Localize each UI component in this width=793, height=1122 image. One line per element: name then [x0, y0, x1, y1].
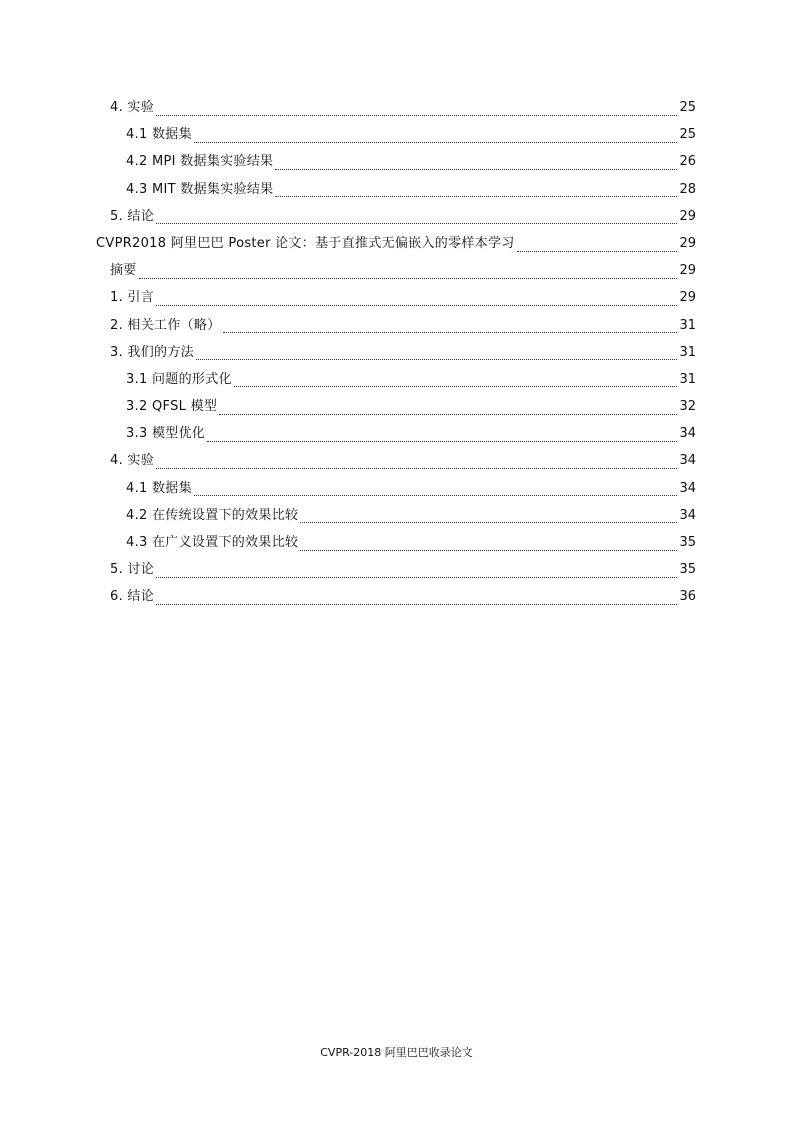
toc-dot-leader — [196, 358, 678, 360]
toc-dot-leader — [156, 222, 677, 224]
toc-dot-leader — [300, 549, 677, 551]
toc-entry[interactable] — [96, 393, 696, 420]
toc-dot-leader — [234, 385, 678, 387]
toc-entry[interactable] — [96, 366, 696, 393]
toc-entry-page-number: 35 — [679, 535, 696, 550]
toc-entry-title: 6. 结论 — [110, 589, 155, 605]
toc-entry-page-number: 25 — [679, 127, 696, 143]
toc-entry[interactable] — [96, 148, 696, 175]
toc-entry[interactable] — [96, 203, 696, 230]
toc-entry-title: 2. 相关工作（略） — [110, 317, 221, 333]
toc-entry[interactable] — [96, 339, 696, 366]
toc-entry-title: 4.3 在广义设置下的效果比较 — [126, 535, 299, 550]
toc-dot-leader — [300, 521, 677, 523]
toc-entry-title: 4.2 MPI 数据集实验结果 — [126, 154, 274, 170]
toc-dot-leader — [219, 413, 677, 415]
toc-dot-leader — [156, 304, 677, 306]
toc-entry-page-number: 29 — [679, 235, 696, 251]
toc-entry[interactable] — [96, 176, 696, 203]
toc-entry-page-number: 34 — [679, 426, 696, 442]
toc-dot-leader — [275, 168, 677, 170]
toc-dot-leader — [156, 467, 677, 469]
toc-entry-page-number: 34 — [679, 453, 696, 469]
toc-entry-title: 4.2 在传统设置下的效果比较 — [126, 507, 299, 523]
toc-dot-leader — [156, 603, 677, 605]
toc-entry[interactable] — [96, 583, 696, 610]
toc-entry[interactable] — [96, 502, 696, 529]
toc-dot-leader — [275, 195, 677, 197]
toc-entry-page-number: 31 — [679, 344, 696, 360]
toc-entry[interactable] — [96, 257, 696, 284]
toc-entry[interactable] — [96, 121, 696, 148]
toc-entry-title: 3. 我们的方法 — [110, 344, 194, 360]
toc-dot-leader — [223, 331, 678, 333]
table-of-contents — [96, 94, 696, 611]
toc-entry-title: CVPR2018 阿里巴巴 Poster 论文：基于直推式无偏嵌入的零样本学习 — [96, 235, 515, 251]
toc-entry-page-number: 32 — [679, 399, 696, 415]
toc-entry-page-number: 26 — [679, 154, 696, 170]
toc-entry-title: 4.1 数据集 — [126, 480, 192, 496]
toc-dot-leader — [139, 277, 678, 279]
toc-entry-page-number: 31 — [679, 317, 696, 333]
toc-dot-leader — [156, 576, 677, 578]
toc-entry[interactable] — [96, 556, 696, 583]
toc-dot-leader — [156, 114, 677, 116]
page-footer: CVPR-2018 阿里巴巴收录论文 — [320, 1046, 473, 1059]
toc-entry-title: 1. 引言 — [110, 290, 155, 306]
toc-entry-page-number: 29 — [679, 208, 696, 224]
toc-entry-title: 4.3 MIT 数据集实验结果 — [126, 181, 274, 197]
toc-dot-leader — [194, 141, 678, 143]
toc-entry[interactable] — [96, 529, 696, 556]
toc-entry-title: 4. 实验 — [110, 100, 155, 115]
toc-entry-title: 摘要 — [110, 263, 137, 279]
toc-entry[interactable] — [96, 312, 696, 339]
toc-entry-page-number: 34 — [679, 480, 696, 496]
toc-entry[interactable] — [96, 447, 696, 474]
toc-entry-page-number: 29 — [679, 263, 696, 279]
toc-dot-leader — [207, 440, 677, 442]
toc-entry-page-number: 35 — [679, 562, 696, 578]
toc-entry[interactable] — [96, 420, 696, 447]
toc-entry[interactable] — [96, 284, 696, 311]
toc-entry-title: 4.1 数据集 — [126, 127, 192, 143]
toc-dot-leader — [517, 250, 678, 252]
toc-entry-page-number: 34 — [679, 507, 696, 523]
toc-entry-title: 3.1 问题的形式化 — [126, 371, 232, 387]
toc-entry-title: 5. 讨论 — [110, 562, 155, 578]
toc-entry-title: 3.2 QFSL 模型 — [126, 399, 218, 415]
toc-entry[interactable] — [96, 475, 696, 502]
toc-entry-title: 4. 实验 — [110, 453, 155, 469]
toc-entry-page-number: 31 — [679, 371, 696, 387]
toc-entry-page-number: 36 — [679, 589, 696, 605]
toc-entry-title: 5. 结论 — [110, 208, 155, 224]
toc-dot-leader — [194, 494, 678, 496]
toc-entry-title: 3.3 模型优化 — [126, 426, 206, 442]
toc-entry[interactable] — [96, 230, 696, 257]
toc-entry-page-number: 25 — [679, 100, 696, 115]
toc-entry-page-number: 28 — [679, 181, 696, 197]
toc-entry[interactable] — [96, 94, 696, 121]
toc-entry-page-number: 29 — [679, 290, 696, 306]
